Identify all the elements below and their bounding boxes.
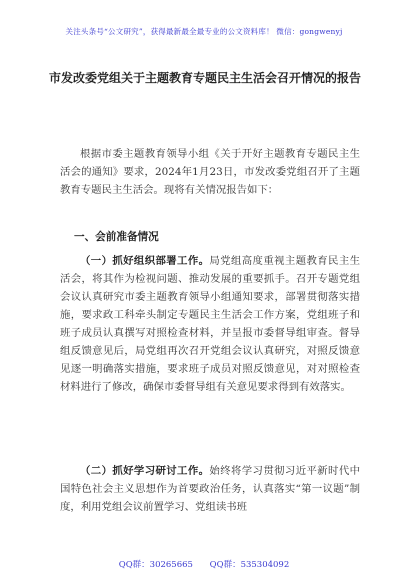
footer-contacts [0,558,408,570]
item-1-label: （一）抓好组织部署工作。 [80,255,210,267]
header-banner: 关注头条号“公文研究”，获得最新最全最专业的公文资料库！ 微信：gongwenyj [65,27,343,36]
footer-qq-2: QQ群：535304092 [209,560,290,570]
document-title: 市发改委党组关于主题教育专题民主生活会召开情况的报告 [48,71,361,85]
intro-text: 根据市委主题教育领导小组《关于开好主题教育专题民主生活会的通知》要求，2024年1月23日，市发改委党组召开了主题教育专题民主生活会。现将有关情况报告如下： [60,148,360,196]
item-2-paragraph [60,462,360,516]
section-heading-1: 一、会前准备情况 [74,231,159,243]
item-2-text: 始终将学习贯彻习近平新时代中国特色社会主义思想作为首要政治任务，认真落实“第一议题”制度，利用党组会议前置学习、党组读书班 [60,465,361,513]
paragraph-item-2 [60,462,360,516]
item-1-text: 局党组高度重视主题教育民主生活会，将其作为检视问题、推动发展的重要抓手。召开专题党组会议认真研究市委主题教育领导小组通知要求，部署贯彻落实措施，要求政工科牵头制定专题民主生活会工作方案，党组班子和班子成员认真撰写对照检查材料，并呈报市委督导组审查。督导组反馈意见后，局党组再次召开党组会议认真研究，对照反馈意见逐一明确落实措施，要求班子成员对照反馈意见，对对照检查材料进行了修改，确保市委督导组有关意见要求得到有效落实。 [60,255,361,393]
intro-paragraph [60,145,360,199]
item-2-label: （二）抓好学习研讨工作。 [80,465,210,477]
item-1-paragraph [60,252,360,396]
footer-qq-1: QQ群：30265665 [118,560,193,570]
paragraph-item-1 [60,252,360,396]
